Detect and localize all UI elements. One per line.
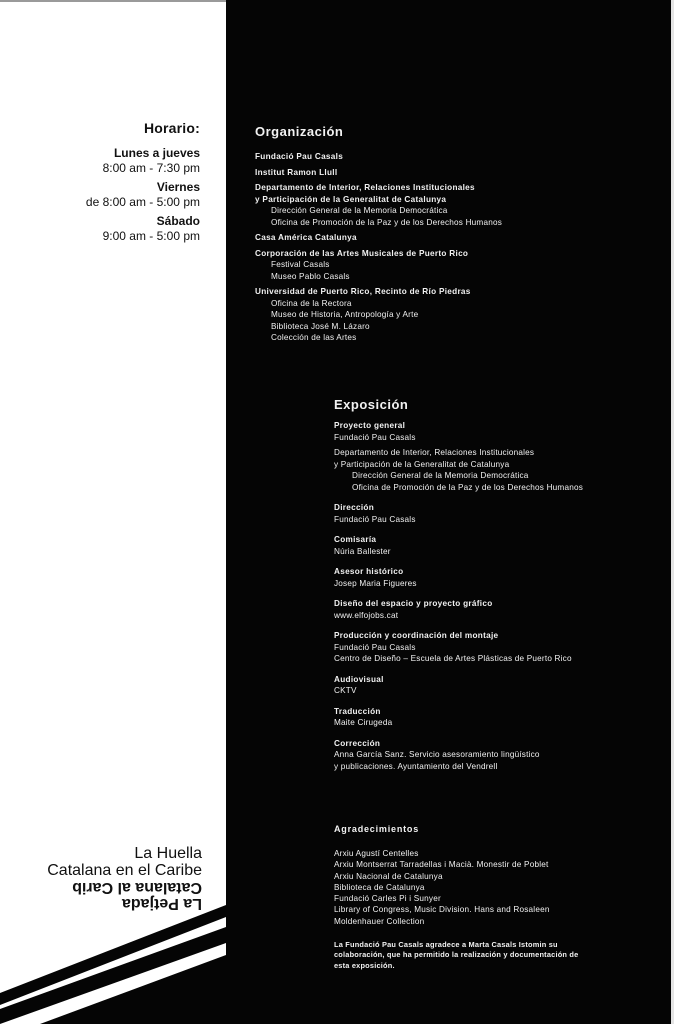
- credit-role: Dirección: [334, 503, 375, 512]
- logo-line-catalan-2: La Petjada: [121, 895, 202, 912]
- exhibition-title: Exposición: [334, 397, 409, 412]
- org-institution: Fundació Pau Casals: [255, 152, 344, 161]
- logo-line-catalan-1: Catalana al Carib: [72, 879, 202, 896]
- credit-role: Proyecto general: [334, 421, 406, 430]
- exhibition-section: [334, 397, 654, 772]
- credit-value: Maite Cirugeda: [334, 718, 393, 727]
- credit-value: y publicaciones. Ayuntamiento del Vendrell: [334, 761, 498, 771]
- organization-section: [255, 124, 655, 344]
- exhibition-logo: [0, 845, 202, 911]
- credit-role: Diseño del espacio y proyecto gráfico: [334, 599, 493, 608]
- schedule-day: Viernes: [156, 180, 200, 194]
- org-sub-unit: Oficina de la Rectora: [271, 298, 352, 308]
- schedule-title: Horario:: [143, 120, 200, 136]
- acknowledgement-item: Fundació Carles Pi i Sunyer: [334, 894, 441, 904]
- credit-role: Asesor histórico: [334, 567, 404, 576]
- credit-value: Oficina de Promoción de la Paz y de los Derechos Humanos: [352, 482, 584, 492]
- credit-value: Fundació Pau Casals: [334, 432, 416, 442]
- org-sub-unit: Colección de las Artes: [271, 333, 357, 342]
- credit-value: Anna García Sanz. Servicio asesoramiento lingüístico: [334, 750, 540, 759]
- credit-role: Traducción: [334, 706, 381, 716]
- schedule-day: Sábado: [156, 214, 200, 228]
- org-institution: Institut Ramon Llull: [255, 167, 338, 177]
- acknowledgement-item: Moldenhauer Collection: [334, 916, 425, 926]
- logo-line-spanish-1: La Huella: [134, 845, 202, 862]
- schedule-time: 9:00 am - 5:00 pm: [102, 229, 200, 243]
- credit-value: Josep Maria Figueres: [334, 578, 417, 588]
- acknowledgement-item: Library of Congress, Music Division. Hans and Rosaleen: [334, 905, 550, 915]
- credit-value: Dirección General de la Memoria Democrática: [352, 471, 529, 480]
- schedule-day: Lunes a jueves: [113, 146, 200, 160]
- org-sub-unit: Museo Pablo Casals: [271, 271, 350, 281]
- credit-value: Departamento de Interior, Relaciones Institucionales: [334, 448, 535, 457]
- org-institution: Casa América Catalunya: [255, 233, 357, 242]
- acknowledgements-section: [334, 824, 654, 971]
- credit-value: y Participación de la Generalitat de Catalunya: [334, 459, 510, 469]
- credit-value: CKTV: [334, 686, 357, 695]
- org-sub-unit: Festival Casals: [271, 260, 330, 269]
- credit-value: Centro de Diseño – Escuela de Artes Plásticas de Puerto Rico: [334, 654, 572, 663]
- credit-value: Núria Ballester: [334, 546, 391, 556]
- credit-value: Fundació Pau Casals: [334, 514, 416, 524]
- schedule-section: [0, 120, 200, 248]
- credit-role: Audiovisual: [334, 674, 384, 684]
- credit-role: Comisaría: [334, 535, 377, 544]
- acknowledgement-item: Arxiu Agustí Centelles: [334, 849, 419, 858]
- acknowledgements-title: Agradecimientos: [334, 824, 420, 834]
- logo-line-spanish-2: Catalana en el Caribe: [47, 862, 202, 879]
- acknowledgement-item: Biblioteca de Catalunya: [334, 882, 425, 892]
- credit-role: Producción y coordinación del montaje: [334, 631, 499, 640]
- schedule-time: de 8:00 am - 5:00 pm: [85, 195, 200, 209]
- org-sub-unit: Oficina de Promoción de la Paz y de los Derechos Humanos: [271, 217, 503, 227]
- diagonal-stripes-graphic: [0, 905, 226, 1024]
- credit-role: Corrección: [334, 738, 381, 748]
- org-sub-unit: Dirección General de la Memoria Democrática: [271, 206, 448, 215]
- credit-value: www.elfojobs.cat: [334, 610, 399, 620]
- schedule-time: 8:00 am - 7:30 pm: [102, 161, 200, 175]
- org-sub-unit: Museo de Historia, Antropología y Arte: [271, 310, 419, 319]
- acknowledgement-item: Arxiu Montserrat Tarradellas i Macià. Monestir de Poblet: [334, 860, 549, 870]
- credit-value: Fundació Pau Casals: [334, 642, 416, 652]
- acknowledgement-item: Arxiu Nacional de Catalunya: [334, 871, 443, 881]
- org-institution: Departamento de Interior, Relaciones Institucionales: [255, 183, 475, 192]
- acknowledgement-note: La Fundació Pau Casals agradece a Marta Casals Istomin su colaboración, que ha permitido la realización y documentación de esta exposición.: [334, 940, 579, 970]
- organization-title: Organización: [255, 124, 344, 139]
- org-institution: Corporación de las Artes Musicales de Puerto Rico: [255, 248, 469, 258]
- org-institution: y Participación de la Generalitat de Catalunya: [255, 194, 447, 204]
- org-institution: Universidad de Puerto Rico, Recinto de Río Piedras: [255, 287, 471, 296]
- org-sub-unit: Biblioteca José M. Lázaro: [271, 321, 370, 331]
